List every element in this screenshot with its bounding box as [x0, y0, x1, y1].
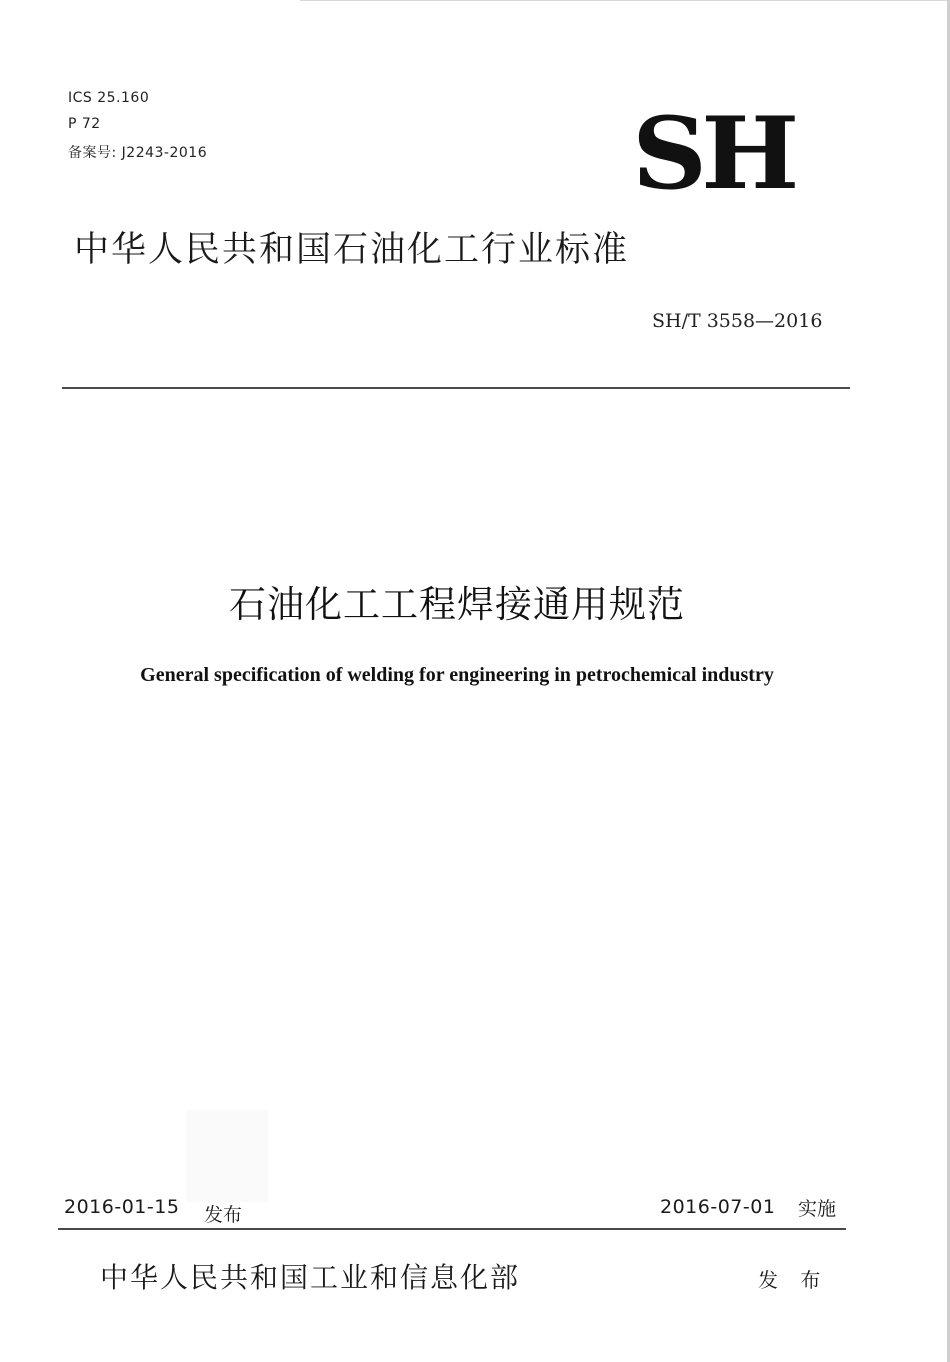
effective-label: 实施 [798, 1198, 837, 1220]
document-title-chinese: 石油化工工程焊接通用规范 [229, 583, 685, 626]
publisher-action: 发 布 [758, 1268, 829, 1292]
standard-type-title: 中华人民共和国石油化工行业标准 [74, 230, 630, 270]
publisher-name: 中华人民共和国工业和信息化部 [100, 1261, 521, 1294]
page-edge-top [300, 0, 950, 1]
issue-date: 2016-01-15 [64, 1196, 180, 1218]
bottom-divider [58, 1228, 846, 1230]
effective-date: 2016-07-01 [660, 1196, 776, 1218]
issue-label: 发布 [204, 1204, 243, 1226]
document-title-english: General specification of welding for engineering in petrochemical industry [140, 664, 774, 686]
scan-smudge [186, 1110, 268, 1202]
ics-code: ICS 25.160 [68, 90, 150, 106]
top-divider [62, 387, 850, 389]
record-number: 备案号: J2243-2016 [68, 145, 208, 161]
sh-logo: SH [632, 94, 794, 212]
category-code: P 72 [68, 116, 101, 132]
standard-number: SH/T 3558—2016 [652, 310, 823, 332]
